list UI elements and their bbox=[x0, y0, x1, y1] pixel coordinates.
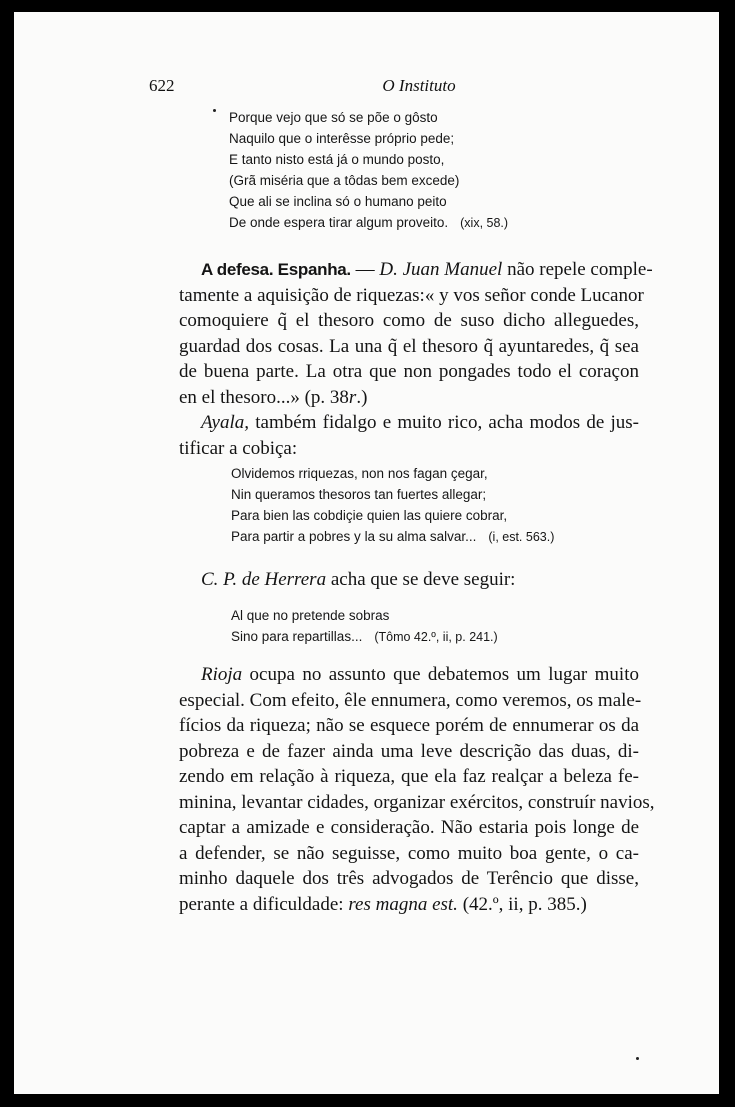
verse-line: Que ali se inclina só o humano peito bbox=[229, 194, 447, 209]
text-run: .) bbox=[356, 386, 368, 408]
text-line: especial. Com efeito, êle ennumera, como veremos, os male- bbox=[179, 689, 642, 711]
author-name: D. Juan Manuel bbox=[379, 259, 503, 280]
paragraph-defesa bbox=[179, 257, 653, 410]
verse-citation: (i, est. 563.) bbox=[488, 530, 555, 544]
text-line: guardad dos cosas. La una q̃ el thesoro q̃ ayuntaredes, q̃ sea bbox=[179, 335, 639, 357]
italic-run: res magna est. bbox=[348, 893, 458, 915]
text-run: en el thesoro...» (p. 38 bbox=[179, 386, 349, 408]
verse-quotation-2 bbox=[231, 463, 554, 547]
verse-line: Para bien las cobdiçie quien las quiere cobrar, bbox=[231, 508, 508, 523]
verse-line: Porque vejo que só se põe o gôsto bbox=[229, 110, 438, 125]
verse-line: (Grã miséria que a tôdas bem excede) bbox=[229, 173, 460, 188]
verse-quotation-3 bbox=[231, 605, 498, 647]
author-name: Rioja bbox=[201, 664, 243, 685]
running-title: O Instituto bbox=[382, 76, 456, 95]
paragraph-herrera bbox=[179, 567, 639, 593]
author-name: C. P. de Herrera bbox=[201, 569, 327, 590]
text-line: a defender, se não seguisse, como muito boa gente, o ca- bbox=[179, 842, 639, 864]
text-line: captar a amizade e consideração. Não estaria pois longe de bbox=[179, 817, 639, 838]
verse-line: Olvidemos rriquezas, non nos fagan çegar, bbox=[231, 466, 488, 481]
text-line: fícios da riqueza; não se esquece porém de ennumerar os da bbox=[179, 715, 639, 736]
verse-line: Para partir a pobres y la su alma salvar... bbox=[231, 529, 477, 544]
verse-citation: (xix, 58.) bbox=[460, 216, 509, 230]
text-run: (42.º, ii, p. 385.) bbox=[457, 893, 587, 915]
page-number: 622 bbox=[149, 76, 175, 95]
paragraph-rioja bbox=[179, 662, 655, 917]
text-line: tificar a cobiça: bbox=[179, 437, 298, 459]
verse-line: E tanto nisto está já o mundo posto, bbox=[229, 152, 445, 167]
page-header bbox=[149, 76, 609, 100]
text-run: ocupa no assunto que debatemos um lugar muito bbox=[242, 664, 639, 685]
verse-line: De onde espera tirar algum proveito. bbox=[229, 215, 449, 230]
text-line: zendo em relação à riqueza, que ela faz realçar a beleza fe- bbox=[179, 766, 639, 787]
verse-line: Al que no pretende sobras bbox=[231, 608, 390, 623]
verse-citation: (Tômo 42.º, ii, p. 241.) bbox=[374, 630, 498, 644]
print-speck bbox=[636, 1057, 639, 1060]
text-line: de buena parte. La otra que non pongades todo el coraçon bbox=[179, 361, 639, 382]
book-page bbox=[14, 12, 719, 1094]
text-line: pobreza e de fazer ainda uma leve descrição das duas, di- bbox=[179, 740, 639, 762]
section-heading: A defesa. Espanha. bbox=[201, 260, 351, 279]
verse-line: Naquilo que o interêsse próprio pede; bbox=[229, 131, 455, 146]
text-line: comoquiere q̃ el thesoro como de suso dicho alleguedes, bbox=[179, 310, 639, 331]
text-run: perante a dificuldade: bbox=[179, 893, 349, 915]
verse-line: Nin queramos thesoros tan fuertes allegar; bbox=[231, 487, 487, 502]
verse-line: Sino para repartillas... bbox=[231, 629, 363, 644]
text-line: minina, levantar cidades, organizar exércitos, construír navios, bbox=[179, 791, 655, 813]
text-run: não repele comple- bbox=[502, 259, 653, 280]
verse-quotation-1 bbox=[229, 107, 508, 233]
paragraph-ayala bbox=[179, 410, 639, 461]
italic-run: r bbox=[348, 386, 357, 408]
print-speck bbox=[213, 109, 216, 112]
text-line: tamente a aquisição de riquezas:« y vos señor conde Lucanor bbox=[179, 284, 644, 306]
em-dash: — bbox=[350, 259, 380, 280]
author-name: Ayala, bbox=[201, 412, 250, 433]
text-run: acha que se deve seguir: bbox=[326, 569, 516, 590]
text-run: também fidalgo e muito rico, acha modos de jus- bbox=[249, 412, 639, 433]
text-line: minho daquele dos três advogados de Terêncio que disse, bbox=[179, 868, 639, 889]
